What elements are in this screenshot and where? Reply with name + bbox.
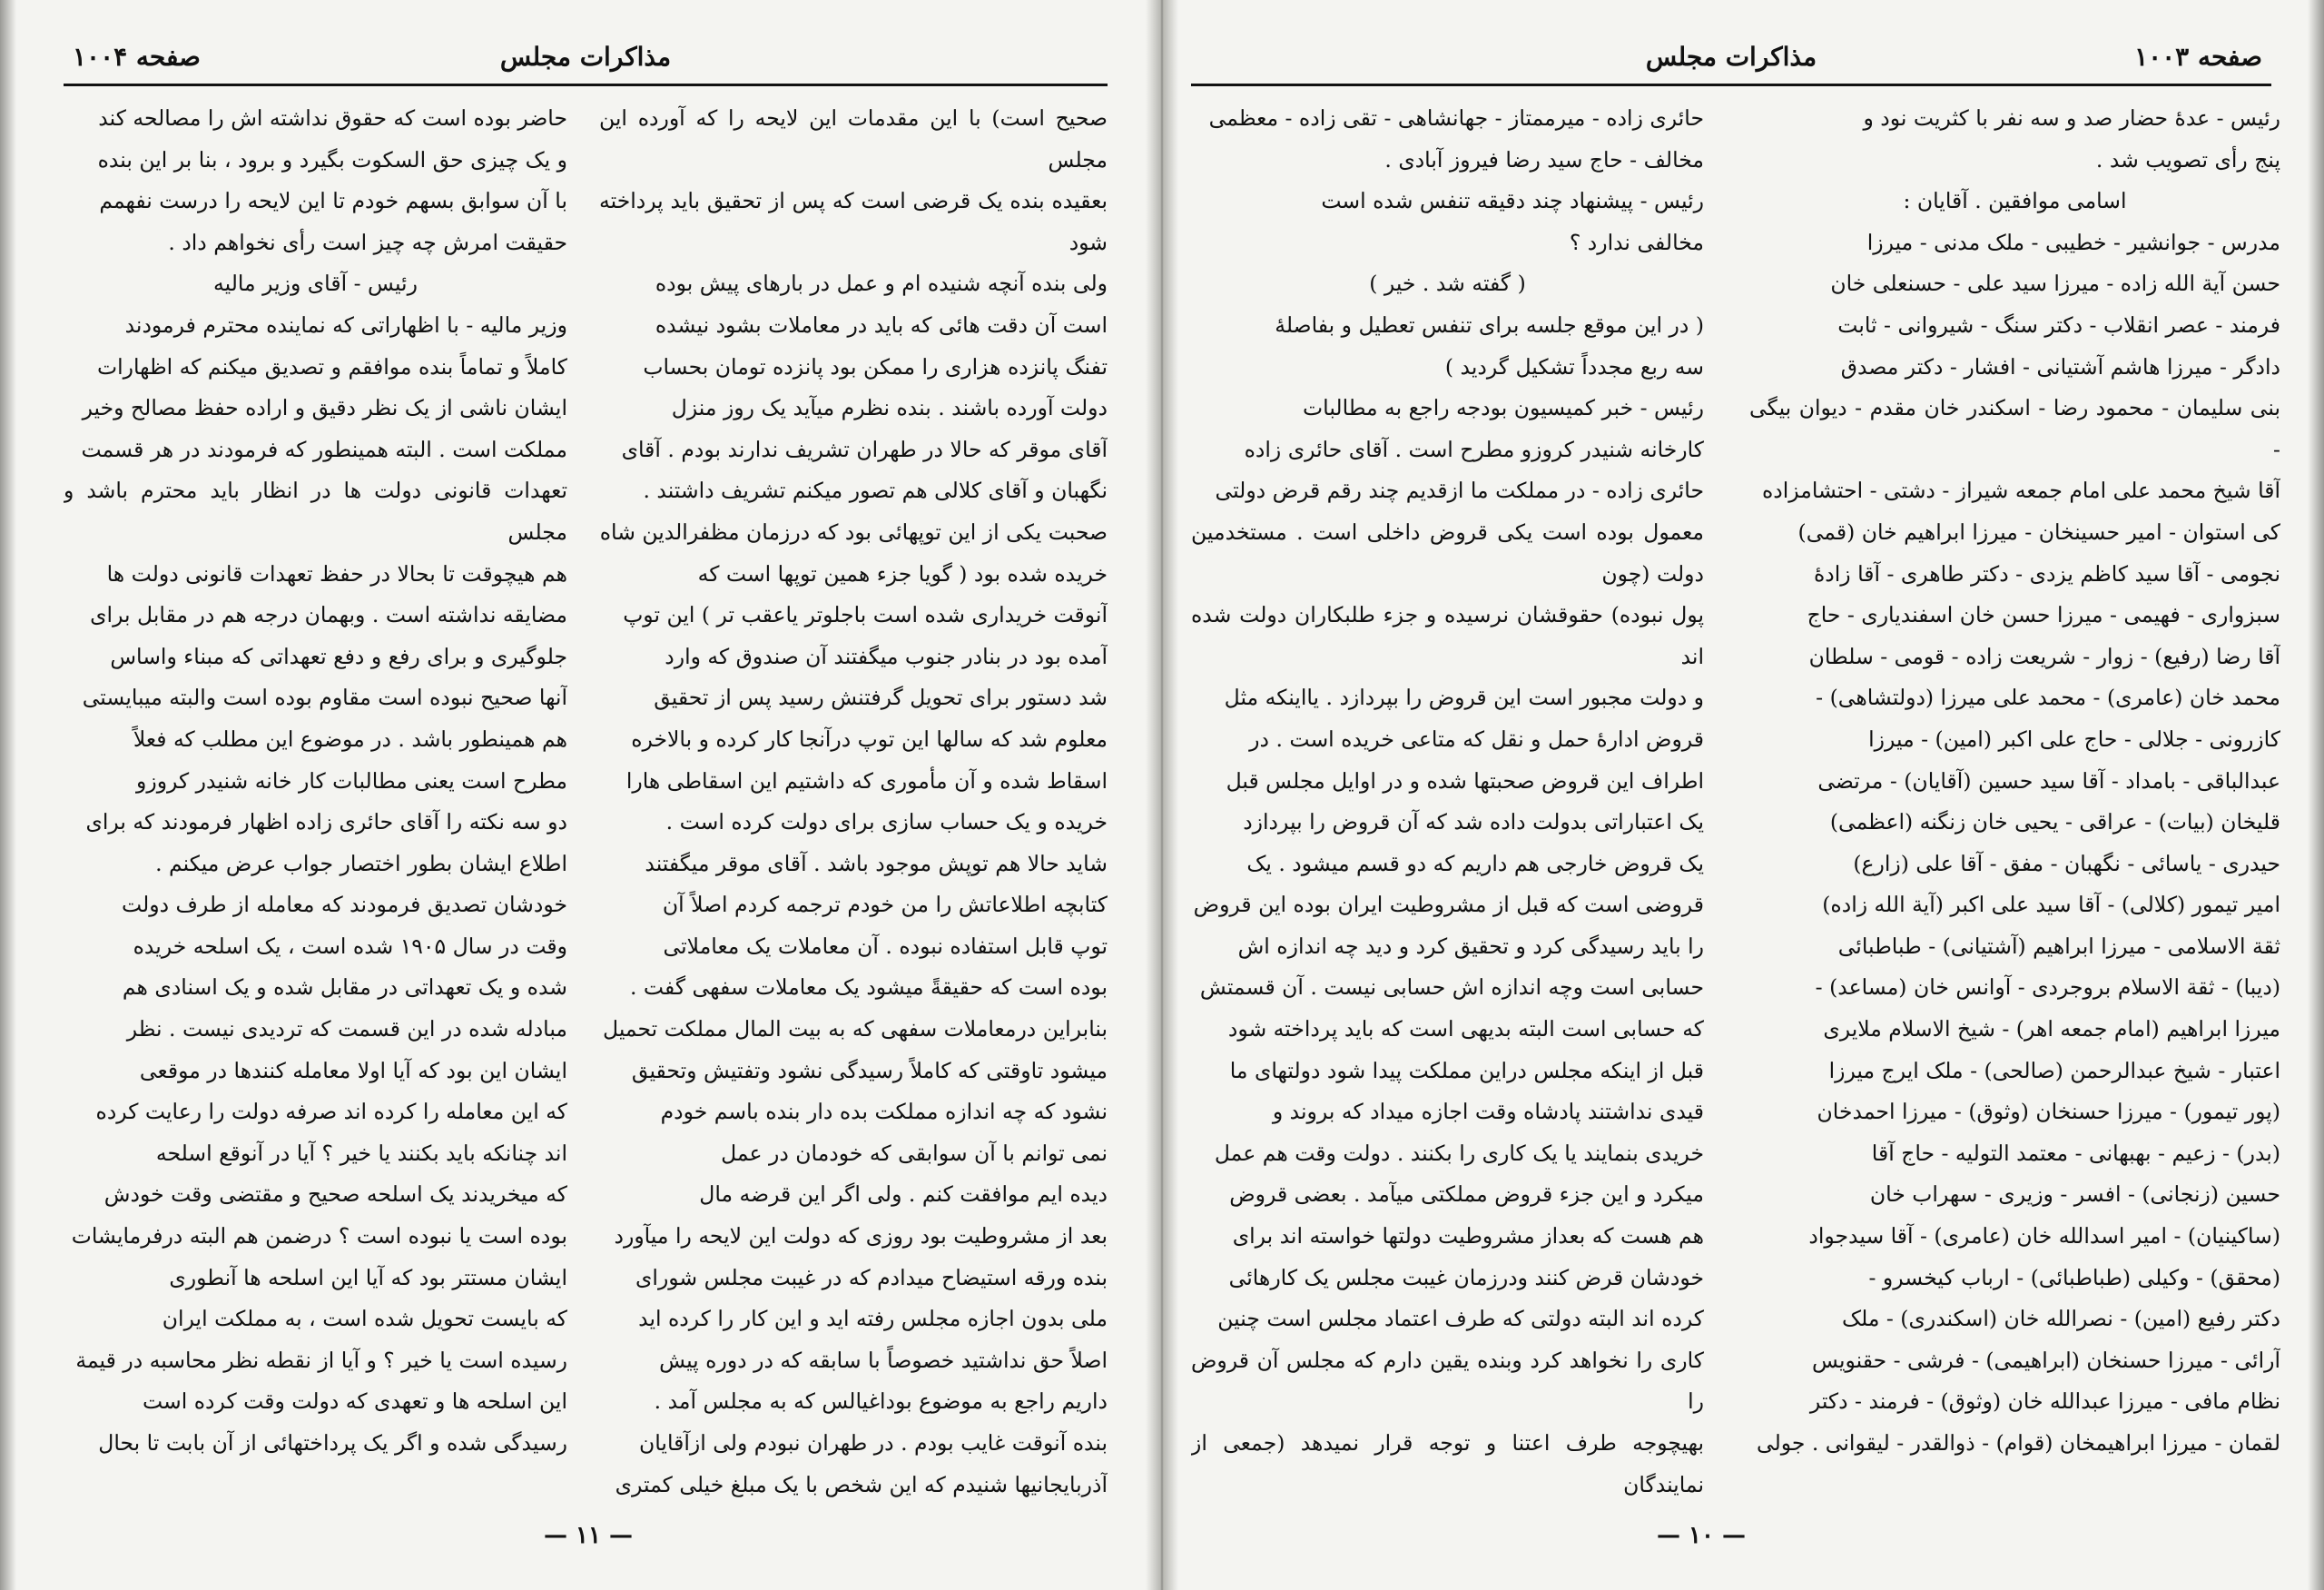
page-edge-shadow — [0, 0, 16, 1590]
text-line: اطراف این قروض صحبتها شده و در اوایل مجلس قبل — [1226, 767, 1704, 794]
text-line: قروضی است که قبل از مشروطیت ایران بوده این قروض — [1193, 892, 1704, 918]
book-gutter — [1146, 0, 1178, 1590]
text-line: دو سه نکته را آقای حائری زاده اظهار فرمودند که برای — [85, 809, 567, 835]
text-line: اصلاً حق نداشتید خصوصاً با سابقه که در دوره پیش — [659, 1347, 1108, 1373]
text-line: (پور تیمور) - میرزا حسنخان (وثوق) - میرزا احمدخان — [1817, 1099, 2280, 1125]
text-line: یک اعتباراتی بدولت داده شد که آن قروض را بپردازد — [1243, 809, 1704, 835]
text-line: اعتبار - شیخ عبدالرحمن (صالحی) - ملک ایرج میرزا — [1828, 1057, 2280, 1083]
text-line: که این معامله را کرده اند صرفه دولت را رعایت کرده — [95, 1099, 567, 1125]
text-line: خریدی بنمایند یا یک کاری را بکنند . دولت وقت هم عمل — [1214, 1140, 1704, 1166]
text-line: میرزا ابراهیم (امام جمعه اهر) - شیخ الاسلام ملایری — [1823, 1016, 2280, 1042]
text-line: کازرونی - جلالی - حاج علی اکبر (امین) - میرزا — [1868, 726, 2280, 752]
page-1003 — [1164, 0, 2324, 1590]
text-line: کرده اند البته دولتی که طرف اعتماد مجلس است چنین — [1217, 1306, 1704, 1332]
text-line: کارخانه شنیدر کروزو مطرح است . آقای حائری زاده — [1244, 436, 1704, 462]
text-line: هم همینطور باشد . در موضوع این مطلب که فعلاً — [133, 726, 567, 752]
text-line: اطلاع ایشان بطور اختصار جواب عرض میکنم . — [155, 850, 567, 876]
text-line: (ساکینیان) - امیر اسدالله خان (عامری) - آقا سیدجواد — [1808, 1223, 2280, 1249]
page-footer-number: — ۱۱ — — [543, 1522, 634, 1549]
text-line: میکرد و این جزء قروض مملکتی میآمد . بعضی قروض — [1229, 1181, 1704, 1208]
text-line: مبادله شده در این قسمت که تردیدی نیست . نظر — [126, 1016, 567, 1042]
text-line: وزیر مالیه - با اظهاراتی که نماینده محترم فرمودند — [124, 311, 567, 338]
running-title: مذاکرات مجلس — [1645, 42, 1817, 72]
text-line: قیدی نداشتند پادشاه وقت اجازه میداد که بروند و — [1272, 1099, 1704, 1125]
text-line: حائری زاده - میرممتاز - جهانشاهی - تقی زاده - معظمی — [1208, 105, 1704, 131]
text-line: لقمان - میرزا ابراهیمخان (قوام) - ذوالقدر - لیقوانی . جولی — [1756, 1430, 2280, 1456]
text-line: (دیبا) - ثقة الاسلام بروجردی - آوانس خان (مساعد) - — [1815, 974, 2280, 1001]
text-line: وقت در سال ۱۹۰۵ شده است ، یک اسلحه خریده — [133, 933, 567, 959]
text-line: عبدالباقی - بامداد - آقا سید حسین (آقایان) - مرتضی — [1817, 767, 2280, 794]
text-line: (بدر) - زعیم - بهبهانی - معتمد التولیه - حاج آقا — [1871, 1140, 2280, 1166]
page-footer-number: — ۱۰ — — [1656, 1522, 1747, 1549]
text-line: ایشان مستتر بود که آیا این اسلحه ها آنطوری — [169, 1264, 567, 1290]
text-line: کاملاً و تماماً بنده موافقم و تصدیق میکنم که اظهارات — [96, 353, 567, 380]
text-line: است آن دقت هائی که باید در معاملات بشود نیشده — [655, 311, 1108, 338]
text-line: (محقق) - وکیلی (طباطبائی) - ارباب کیخسرو - — [1868, 1264, 2280, 1290]
text-line: حسن آیة الله زاده - میرزا سید علی - حسنعلی خان — [1830, 271, 2280, 297]
speaker-heading: رئیس - آقای وزیر مالیه — [213, 271, 418, 297]
text-line: قلیخان (بیات) - عراقی - یحیی خان زنگنه (اعظمی) — [1829, 809, 2280, 835]
text-line: قروض ادارۀ حمل و نقل که متاعی خریده است . در — [1249, 726, 1704, 752]
text-line: اند چنانکه باید بکنند یا خیر ؟ آیا در آنوقع اسلحه — [155, 1140, 567, 1166]
text-line: آنوقت خریداری شده است باجلوتر یاعقب تر ) این توپ — [623, 602, 1108, 628]
text-line: محمد خان (عامری) - محمد علی میرزا (دولتشاهی) - — [1816, 685, 2280, 711]
text-line: بوده است یا نبوده است ؟ درضمن هم البته درفرمایشات — [71, 1223, 567, 1249]
text-line: جلوگیری و برای رفع و دفع تعهداتی که مبناء واساس — [110, 643, 567, 669]
text-line: تعهدات قانونی دولت ها در انظار باید محترم باشد و مجلس — [64, 478, 567, 545]
text-line: بوده است که حقیقةً میشود یک معاملات سفهی گفت . — [629, 974, 1108, 1001]
text-line: مدرس - جوانشیر - خطیبی - ملک مدنی - میرزا — [1866, 229, 2280, 255]
text-line: آمده بود در بنادر جنوب میگفتند آن صندوق که وارد — [665, 643, 1108, 669]
text-line: شاید حالا هم توپش موجود باشد . آقای موقر میگفتند — [645, 850, 1108, 876]
text-line: آقا شیخ محمد علی امام جمعه شیراز - دشتی - احتشامزاده — [1762, 478, 2280, 504]
text-line: بعقیده بنده یک قرضی است که پس از تحقیق باید پرداخته شود — [599, 188, 1108, 255]
text-line: نظام مافی - میرزا عبدالله خان (وثوق) - فرمند - دکتر — [1809, 1388, 2280, 1415]
text-line: مخالفی ندارد ؟ — [1569, 229, 1704, 255]
text-line: ( در این موقع جلسه برای تنفس تعطیل و بفاصلۀ — [1275, 311, 1704, 338]
text-line: صحیح است) با این مقدمات این لایحه را که آورده این مجلس — [599, 105, 1108, 173]
text-line: آقا رضا (رفیع) - زوار - شریعت زاده - قومی - سلطان — [1808, 643, 2280, 669]
text-line: مطرح است یعنی مطالبات کار خانه شنیدر کروزو — [136, 767, 567, 794]
text-line: این اسلحه ها و تعهدی که دولت وقت کرده است — [142, 1388, 567, 1415]
text-line: حسابی است وچه اندازه اش حسابی نیست . آن قسمتش — [1199, 974, 1704, 1001]
text-line: ملی بدون اجازه مجلس رفته اید و این کار را کرده اید — [638, 1306, 1108, 1332]
text-line: و دولت مجبور است این قروض را بپردازد . یااینکه مثل — [1224, 685, 1704, 711]
page-1004 — [0, 0, 1160, 1590]
text-line: ثقة الاسلامی - میرزا ابراهیم (آشتیانی) - طباطبائی — [1837, 933, 2280, 959]
text-line: مخالف - حاج سید رضا فیروز آبادی . — [1384, 146, 1704, 173]
text-line: که میخریدند یک اسلحه صحیح و مقتضی وقت خودش — [103, 1181, 567, 1208]
text-line: آذربایجانیها شنیدم که این شخص با یک مبلغ خیلی کمتری — [615, 1471, 1108, 1497]
section-heading: اسامی موافقین . آقایان : — [1903, 188, 2127, 214]
text-line: که بایست تحویل شده است ، به مملکت ایران — [162, 1306, 567, 1332]
text-line: آقای موقر که حالا در طهران تشریف ندارند بودم . آقای — [621, 436, 1108, 462]
text-line: پنج رأی تصویب شد . — [2095, 146, 2280, 173]
text-line: ولی بنده آنچه شنیده ام و عمل در بارهای پیش بوده — [655, 271, 1108, 297]
text-line: خودشان قرض کنند ودرزمان غیبت مجلس یک کارهائی — [1228, 1264, 1704, 1290]
text-line: صحبت یکی از این توپهائی بود که درزمان مظفرالدین شاه — [599, 518, 1108, 545]
text-line: حقیقت امرش چه چیز است رأی نخواهم داد . — [168, 229, 567, 255]
header-rule — [64, 84, 1108, 86]
text-line: رئیس - پیشنهاد چند دقیقه تنفس شده است — [1321, 188, 1704, 214]
page-edge-shadow — [2308, 0, 2324, 1590]
text-column-right — [1749, 98, 2280, 1510]
text-line: کاری را نخواهد کرد وبنده یقین دارم که مجلس آن قروض را — [1191, 1347, 1704, 1415]
text-line: امیر تیمور (کلالی) - آقا سید علی اکبر (آیة الله زاده) — [1822, 892, 2280, 918]
text-line: ایشان ناشی از یک نظر دقیق و اراده حفظ مصالح وخیر — [82, 395, 567, 421]
text-line: خریده و یک حساب سازی برای دولت کرده است . — [665, 809, 1108, 835]
text-line: آنها صحیح نبوده است مقاوم بوده است والبته میبایستی — [82, 685, 567, 711]
parenthetical-note: ( گفته شد . خیر ) — [1369, 271, 1526, 297]
text-line: حیدری - یاسائی - نگهبان - مفق - آقا علی (زارع) — [1853, 850, 2280, 876]
text-line: بهیچوجه طرف اعتنا و توجه قرار نمیدهد (جمعی از نمایندگان — [1191, 1430, 1704, 1497]
text-line: با آن سوابق بسهم خودم تا این لایحه را درست نفهمم — [99, 188, 567, 214]
text-line: داریم راجع به موضوع بوداغیالس که به مجلس آمد . — [654, 1388, 1108, 1415]
text-line: پول نبوده) حقوقشان نرسیده و جزء طلبکاران دولت شده اند — [1191, 602, 1704, 669]
text-line: حائری زاده - در مملکت ما ازقدیم چند رقم قرض دولتی — [1215, 478, 1704, 504]
text-line: نمی توانم با آن سوابقی که خودمان در عمل — [721, 1140, 1108, 1166]
text-line: کی استوان - امیر حسینخان - میرزا ابراهیم خان (قمی) — [1797, 518, 2280, 545]
text-line: توپ قابل استفاده نبوده . آن معاملات یک معاملاتی — [663, 933, 1108, 959]
text-line: بعد از مشروطیت بود روزی که دولت این لایحه را میآورد — [614, 1223, 1108, 1249]
page-header — [64, 38, 1108, 85]
text-line: هم هیچوقت تا بحالا در حفظ تعهدات قانونی دولت ها — [106, 560, 567, 587]
text-line: حسین (زنجانی) - افسر - وزیری - سهراب خان — [1869, 1181, 2280, 1208]
text-line: رسیده است یا خیر ؟ و آیا از نقطه نظر محاسبه در قیمة — [75, 1347, 567, 1373]
text-line: دکتر رفیع (امین) - نصرالله خان (اسکندری) - ملک — [1842, 1306, 2280, 1332]
text-line: خریده شده بود ( گویا جزء همین توپها است که — [697, 560, 1108, 587]
text-line: دادگر - میرزا هاشم آشتیانی - افشار - دکتر مصدق — [1840, 353, 2280, 380]
text-line: دولت آورده باشند . بنده نظرم میآید یک روز منزل — [671, 395, 1108, 421]
text-line: سه ربع مجدداً تشکیل گردید ) — [1444, 353, 1704, 380]
text-column-left — [1191, 98, 1704, 1510]
text-line: قبل از اینکه مجلس دراین مملکت پیدا شود دولتهای ما — [1229, 1057, 1704, 1083]
page-number-label: صفحه ۱۰۰۳ — [2134, 42, 2262, 72]
text-line: میشود تاوقتی که کاملاً رسیدگی نشود وتفتیش وتحقیق — [631, 1057, 1108, 1083]
text-line: معمول بوده است یکی قروض داخلی است . مستخدمین دولت (چون — [1191, 518, 1704, 587]
text-line: حاضر بوده است که حقوق نداشته اش را مصالحه کند — [98, 105, 567, 131]
text-line: ایشان این بود که آیا اولا معامله کنندها در موقعی — [139, 1057, 567, 1083]
text-line: یک قروض خارجی هم داریم که دو قسم میشود . یک — [1246, 850, 1704, 876]
text-line: بنی سلیمان - محمود رضا - اسکندر خان مقدم - دیوان بیگی - — [1749, 395, 2280, 462]
header-rule — [1191, 84, 2271, 86]
text-line: آرائی - میرزا حسنخان (ابراهیمی) - فرشی - حقنویس — [1812, 1347, 2280, 1373]
text-line: هم هست که بعداز مشروطیت دولتها خواسته اند برای — [1232, 1223, 1704, 1249]
text-line: بنابراین درمعاملات سفهی که به بیت المال مملکت تحمیل — [603, 1016, 1108, 1042]
text-line: رئیس - خبر کمیسیون بودجه راجع به مطالبات — [1303, 395, 1704, 421]
text-line: بنده آنوقت غایب بودم . در طهران نبودم ولی ازآقایان — [638, 1430, 1108, 1456]
page-number-label: صفحه ۱۰۰۴ — [73, 42, 201, 72]
text-line: خودشان تصدیق فرمودند که معامله از طرف دولت — [122, 892, 567, 918]
text-line: که حسابی است البته بدیهی است که باید پرداخته شود — [1227, 1016, 1704, 1042]
running-title: مذاکرات مجلس — [499, 42, 672, 72]
page-header — [1191, 38, 2271, 85]
text-line: معلوم شد که سالها این توپ درآنجا کار کرده و بالاخره — [631, 726, 1108, 752]
text-line: و یک چیزی حق السکوت بگیرد و برود ، بنا بر این بنده — [97, 146, 567, 173]
text-column-left — [64, 98, 567, 1510]
text-line: تفنگ پانزده هزاری را ممکن بود پانزده تومان بحساب — [643, 353, 1108, 380]
text-line: رسیدگی شده و اگر یک پرداختهائی از آن بابت تا بحال — [98, 1430, 567, 1456]
text-column-right — [599, 98, 1108, 1510]
text-line: را باید رسیدگی کرد و تحقیق کرد و دید چه اندازه اش — [1237, 933, 1704, 959]
text-line: رئیس - عدۀ حضار صد و سه نفر با کثریت نود و — [1863, 105, 2280, 131]
text-line: اسقاط شده و آن مأموری که داشتیم این اسقاطی هارا — [625, 767, 1108, 794]
text-line: فرمند - عصر انقلاب - دکتر سنگ - شیروانی - ثابت — [1837, 311, 2280, 338]
text-line: نشود که چه اندازه مملکت بده دار بنده باسم خودم — [660, 1099, 1108, 1125]
text-line: نگهبان و آقای کلالی هم تصور میکنم تشریف داشتند . — [643, 478, 1108, 504]
text-line: شد دستور برای تحویل گرفتنش رسید پس از تحقیق — [654, 685, 1108, 711]
text-line: شده و یک تعهداتی در مقابل شده و یک اسنادی هم — [122, 974, 567, 1001]
text-line: سبزواری - فهیمی - میرزا حسن خان اسفندیاری - حاج — [1807, 602, 2280, 628]
text-line: مملکت است . البته همینطور که فرمودند در هر قسمت — [81, 436, 567, 462]
text-line: نجومی - آقا سید کاظم یزدی - دکتر طاهری - آقا زادۀ — [1813, 560, 2280, 587]
text-line: دیده ایم موافقت کنم . ولی اگر این قرضه مال — [699, 1181, 1108, 1208]
text-line: کتابچه اطلاعاتش را من خودم ترجمه کردم اصلاً آن — [662, 892, 1108, 918]
text-line: بنده ورقه استیضاح میدادم که در غیبت مجلس شورای — [635, 1264, 1108, 1290]
text-line: مضایقه نداشته است . وبهمان درجه هم در مقابل برای — [90, 602, 567, 628]
